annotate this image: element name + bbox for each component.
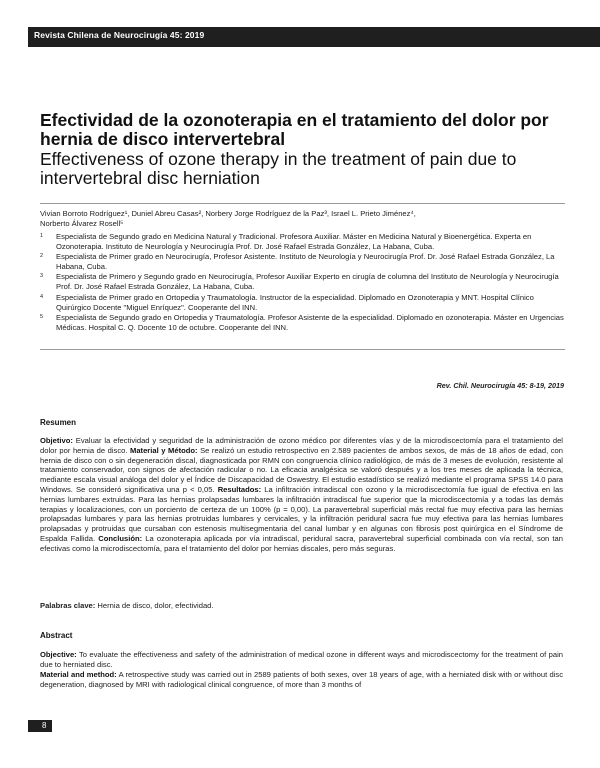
affiliation-number: 2 — [40, 253, 44, 260]
affiliation-item — [40, 313, 565, 333]
affiliation-item — [40, 232, 565, 252]
abstract-objective-text: To evaluate the effectiveness and safety of the administration of medical ozone in different ways and microdiscectomy for the treatment of pain due to herniated disc. — [40, 650, 563, 669]
journal-header-bar — [0, 0, 600, 56]
resumen-metodo: Se realizó un estudio retrospectivo en 2.589 pacientes de ambos sexos, de más de 18 años de edad, con hernia de disco con o sin degeneración discal, diagnosticada por RMN con congruencia clínico radiológico, de más de 3 meses de evolución, resistente al tratamiento conservador, con signos de afectación radicular o no. La eficacia analgésica se valoró después y a los tres meses de aplicada la técnica, mediante escala visual análoga del dolor y el Índice de Discapacidad de Oswestry. El estudio estadístico se realizó mediante el programa SPSS 14.0 para Windows. Se consideró significativa una p < 0,05. — [40, 445, 563, 494]
article-title-es: Efectividad de la ozonoterapia en el tratamiento del dolor por hernia de disco intervertebral — [40, 110, 549, 149]
resumen-resultados-label: Resultados: — [217, 484, 262, 494]
author-list — [40, 209, 565, 230]
keywords-label: Palabras clave: — [40, 601, 96, 610]
resumen-objetivo: Evaluar la efectividad y seguridad de la administración de ozono médico por diferentes vías y de la microdiscectomía para el tratamiento del dolor por hernia de disco. — [40, 436, 563, 455]
keywords-text: Hernia de disco, dolor, efectividad. — [95, 601, 214, 610]
resumen-heading: Resumen — [40, 418, 77, 427]
affiliations-divider — [40, 349, 565, 350]
affiliation-text: Especialista de Segundo grado en Ortopedia y Traumatología. Profesor Asistente de la especialidad. Diplomado en ozonoterapia. Máster en Urgencias Médicas. Hospital C. Q. Docente 10 de octubre. Cooperante del INN. — [56, 312, 564, 332]
resumen-objetivo-label: Objetivo: — [40, 436, 73, 445]
keywords-line — [40, 601, 563, 610]
affiliation-text: Especialista de Primero y Segundo grado en Neurocirugía, Profesor Auxiliar Experto en cirugía de columna del Instituto de Neurología y Neurocirugía Prof. Dr. José Rafael Estrada González, La Habana, Cuba. — [56, 272, 559, 292]
resumen-metodo-label: Material y Método: — [130, 445, 198, 455]
abstract-method-text: A retrospective study was carried out in 2589 patients of both sexes, over 18 years of age, with a herniated disk with or without disc degeneration, diagnosed by MRI with radiological clinical congruence, of more than 3 months of — [40, 670, 563, 689]
resumen-resultados: La infiltración intradiscal con ozono y la microdiscectomía fue igual de efectiva en las hernias lumbares extruidas. Para las hernias prolapsadas lumbares la infiltración intradiscal fue superior que la microdiscectomía y a todas las demás terapias y localizaciones, con un porciento de certeza de un 100% (p = 0,00). La paravertebral superficial más rectal fue muy efectiva para las hernias prolapsadas lumbares y para las hernias protruidas lumbares y cervicales, y la infiltración peridural sacra fue muy efectiva para las hernias lumbares prolapsadas y protruidas que cursaban con estenosis multisegmentaria del canal lumbar y en algunas con fibrosis post quirúrgica en el Síndrome de Espalda Fallida. — [40, 484, 563, 543]
affiliation-text: Especialista de Segundo grado en Medicina Natural y Tradicional. Profesora Auxiliar. Máster en Medicina Natural y Bioenergética. Experta en Ozonoterapia. Instituto de Neurología y Neurocirugía Prof. Dr. José Rafael Estrada González, La Habana, Cuba. — [56, 232, 532, 252]
article-title-en: Effectiveness of ozone therapy in the treatment of pain due to intervertebral disc herniation — [40, 149, 517, 188]
abstract-method — [40, 670, 563, 690]
affiliation-text: Especialista de Primer grado en Neurocirugía, Profesor Asistente. Instituto de Neurología y Neurocirugía Prof. Dr. José Rafael Estrada González, La Habana, Cuba. — [56, 252, 555, 272]
page-number: 8 — [42, 721, 47, 730]
resumen-conclusion-label: Conclusión: — [98, 533, 143, 543]
resumen-text — [40, 436, 563, 554]
affiliation-item — [40, 252, 565, 272]
affiliation-text: Especialista de Primer grado en Ortopedia y Traumatología. Instructor de la especialidad. Diplomado en Ozonoterapia y MNT. Hospital Clínico Quirúrgico Docente "Miguel Enríquez". Cooperante del INN. — [56, 292, 534, 312]
affiliation-item — [40, 293, 565, 313]
affiliation-number: 1 — [40, 233, 44, 239]
affiliation-number: 3 — [40, 273, 44, 280]
affiliation-number: 4 — [40, 293, 44, 300]
abstract-method-label: Material and method: — [40, 670, 117, 679]
abstract-objective — [40, 650, 563, 670]
page-number-box — [28, 720, 52, 732]
journal-title: Revista Chilena de Neurocirugía 45: 2019 — [34, 30, 205, 40]
abstract-objective-label: Objective: — [40, 650, 77, 659]
authors-line-1: Vivian Borroto Rodríguez¹, Duniel Abreu Casas², Norbery Jorge Rodríguez de la Paz³, Israel L. Prieto Jiménez⁴, — [40, 209, 416, 218]
affiliation-number: 5 — [40, 313, 44, 320]
resumen-conclusion: La ozonoterapia aplicada por vía intradiscal, peridural sacra, paravertebral superficial combinada con vía rectal, son tan efectivas como la microdiscectomía, para el tratamiento del dolor por hernias discales, pero más seguras. — [40, 533, 563, 553]
abstract-heading: Abstract — [40, 631, 73, 640]
affiliations — [40, 232, 565, 333]
affiliation-item — [40, 272, 565, 292]
authors-line-2: Norberto Álvarez Rosell⁵ — [40, 219, 124, 229]
citation-line: Rev. Chil. Neurocirugía 45: 8-19, 2019 — [436, 381, 564, 390]
title-divider — [40, 203, 565, 204]
